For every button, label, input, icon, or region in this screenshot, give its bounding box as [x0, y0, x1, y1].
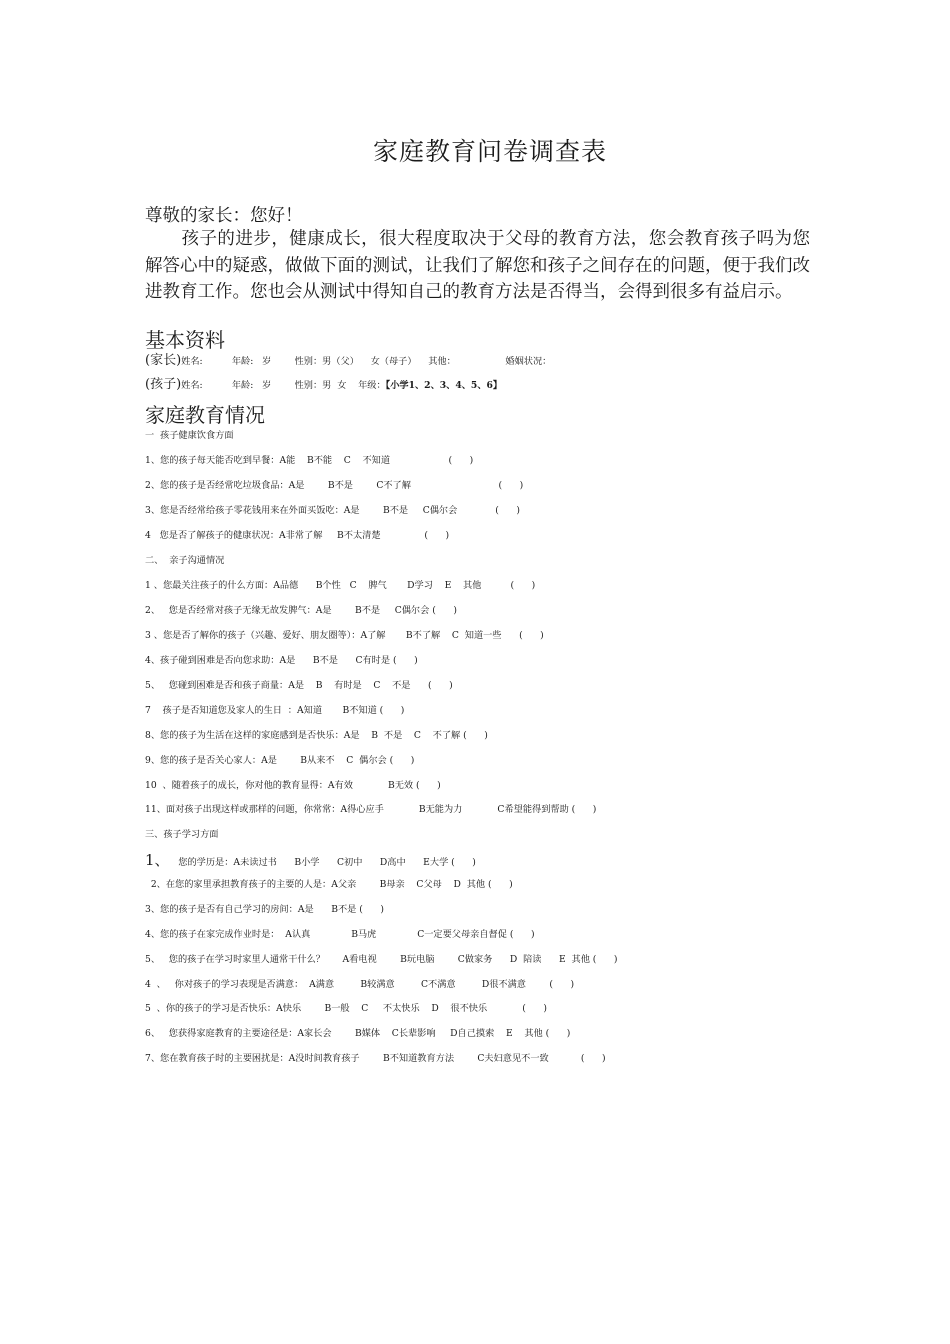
child-tag: (孩子): [145, 377, 182, 392]
child-info-row: [145, 379, 502, 392]
section-health-title: 一 孩子健康饮食方面: [145, 430, 234, 441]
question-item: 4 、 你对孩子的学习表现是否满意： A满意 B较满意 C不满意 D很不满意 ( ): [145, 979, 575, 990]
question-item: 5、 您的孩子在学习时家里人通常干什么？ A看电视 B玩电脑 C做家务 D 陪读 E 其他 ( ): [145, 954, 618, 965]
question-number: 1、: [145, 851, 170, 869]
question-item: 8、您的孩子为生活在这样的家庭感到是否快乐：A是 B 不是 C 不了解 ( ): [145, 730, 488, 741]
question-item: 4、您的孩子在家完成作业时是： A认真 B马虎 C一定要父母亲自督促 ( ): [145, 929, 535, 940]
question-item: 5 、你的孩子的学习是否快乐：A快乐 B一般 C 不太快乐 D 很不快乐 ( ): [145, 1003, 547, 1014]
question-item: 10 、随着孩子的成长，你对他的教育显得：A有效 B无效 ( ): [145, 780, 441, 791]
parent-tag: (家长): [145, 353, 182, 368]
question-item: 7、您在教育孩子时的主要困扰是：A没时间教育孩子 B不知道教育方法 C夫妇意见不一致 ( ): [145, 1053, 606, 1064]
page-title: 家庭教育问卷调查表: [372, 137, 607, 166]
question-item: 7 孩子是否知道您及家人的生日 ：A知道 B不知道 ( ): [145, 705, 405, 716]
section-study-title: 三、孩子学习方面: [145, 829, 219, 840]
question-item: 4 您是否了解孩子的健康状况：A非常了解 B不太清楚 ( ): [145, 530, 450, 541]
question-item: 3 、您是否了解你的孩子（兴趣、爱好、朋友圈等）：A了解 B不了解 C 知道一些 ( ): [145, 630, 544, 641]
question-item: 1、您的孩子每天能否吃到早餐：A能 B不能 C 不知道 ( ): [145, 455, 474, 466]
question-item: 1 、您最关注孩子的什么方面：A品德 B个性 C 脾气 D学习 E 其他 ( ): [145, 580, 536, 591]
greeting: 尊敬的家长：您好！: [145, 206, 303, 226]
question-item: 6、 您获得家庭教育的主要途径是：A家长会 B媒体 C长辈影响 D自己摸索 E 其他 ( ): [145, 1028, 571, 1039]
basic-info-heading: 基本资料: [145, 328, 225, 352]
child-fields: 姓名: 年龄: 岁 性别：男 女 年级：: [181, 380, 386, 391]
parent-fields: 姓名: 年龄: 岁 性别：男（父） 女（母子） 其他： 婚姻状况：: [181, 356, 552, 367]
question-item: 11、面对孩子出现这样或那样的问题，你常常：A得心应手 B无能为力 C希望能得到帮助 ( ): [145, 804, 597, 815]
intro-paragraph: [145, 226, 810, 306]
intro-text: 孩子的进步，健康成长，很大程度取决于父母的教育方法，您会教育孩子吗为您解答心中的疑惑，做做下面的测试，让我们了解您和孩子之间存在的问题，便于我们改进教育工作。您也会从测试中得知自己的教育方法是否得当，会得到很多有益启示。: [145, 229, 810, 302]
question-item: 2、您的孩子是否经常吃垃圾食品：A是 B不是 C不了解 ( ): [145, 480, 524, 491]
question-item: 3、您是否经常给孩子零花钱用来在外面买饭吃：A是 B不是 C偶尔会 ( ): [145, 505, 520, 516]
question-item: 2、在您的家里承担教育孩子的主要的人是：A父亲 B母亲 C父母 D 其他 ( ): [145, 879, 513, 890]
child-grade: 【小学1、2、3、4、5、6】: [385, 380, 503, 391]
question-item: 5、 您碰到困难是否和孩子商量：A是 B 有时是 C 不是 ( ): [145, 680, 453, 691]
question-item: 4、孩子碰到困难是否向您求助：A是 B不是 C有时是 ( ): [145, 655, 418, 666]
question-item: 3、您的孩子是否有自己学习的房间：A是 B不是 ( ): [145, 904, 384, 915]
question-text: 您的学历是：A未读过书 B小学 C初中 D高中 E大学 ( ): [169, 857, 476, 868]
question-item: 9、您的孩子是否关心家人：A是 B从来不 C 偶尔会 ( ): [145, 755, 415, 766]
question-item: [145, 851, 476, 869]
section-communication-title: 二、 亲子沟通情况: [145, 555, 225, 566]
family-education-heading: 家庭教育情况: [145, 403, 265, 427]
parent-info-row: [145, 355, 551, 368]
question-item: 2、 您是否经常对孩子无缘无故发脾气：A是 B不是 C偶尔会 ( ): [145, 605, 457, 616]
